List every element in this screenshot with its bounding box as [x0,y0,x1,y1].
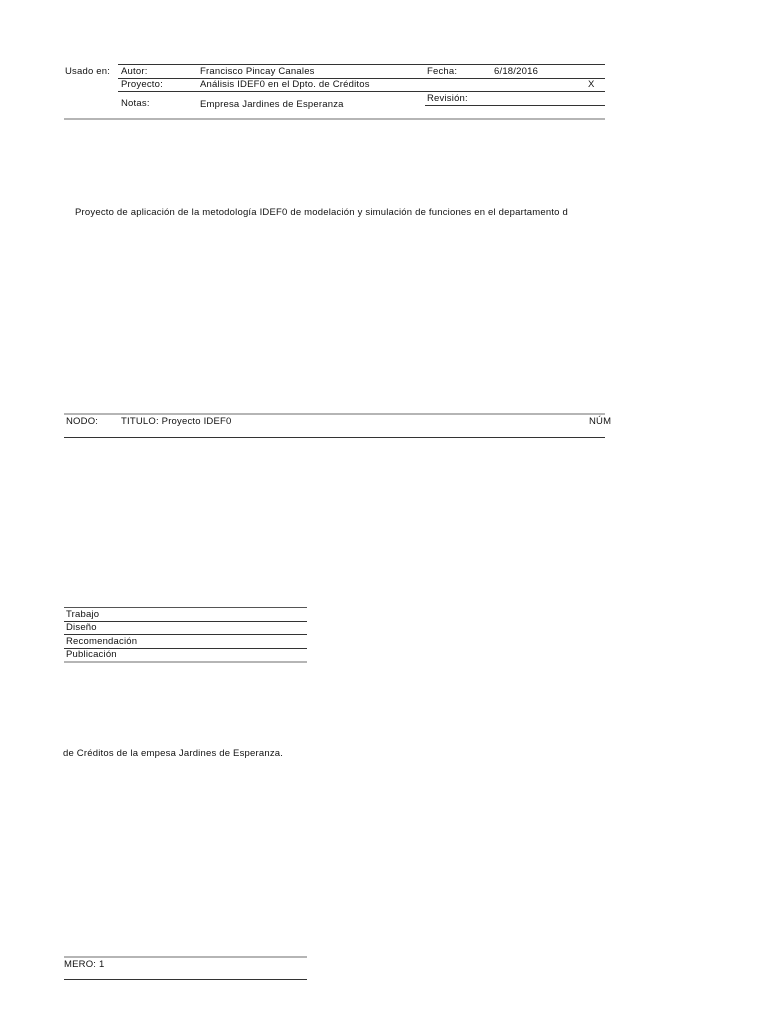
description-text-1: Proyecto de aplicación de la metodología IDEF0 de modelación y simulación de funciones en el departamento d [75,207,568,218]
number-label-part2: MERO: 1 [64,959,105,970]
author-label: Autor: [121,66,148,77]
status-rule-1 [64,621,307,622]
footer-cont-bottom-rule [64,979,307,980]
status-bottom-rule [64,661,307,663]
project-row-rule [118,91,605,92]
header-top-rule [118,64,605,65]
footer-cont-top-rule [64,956,307,958]
status-item-recomendacion: Recomendación [66,636,138,647]
date-value: 6/18/2016 [494,66,539,77]
description-line-2: de Créditos de la empesa Jardines de Esperanza. [63,748,284,759]
status-item-trabajo: Trabajo [66,609,100,620]
number-label-clip [589,416,612,428]
notes-value: Empresa Jardines de Esperanza [200,99,344,110]
number-label-part1: NÚM [589,416,612,427]
footer-bottom-rule [64,437,605,438]
header-bottom-rule [64,118,605,120]
title-label: TITULO: Proyecto IDEF0 [121,416,232,427]
status-item-publicacion: Publicación [66,649,117,660]
notes-label: Notas: [121,98,150,109]
node-label: NODO: [66,416,99,427]
project-value: Análisis IDEF0 en el Dpto. de Créditos [200,79,370,90]
revision-label: Revisión: [427,93,468,104]
status-item-diseno: Diseño [66,622,97,633]
project-label: Proyecto: [121,79,163,90]
date-label: Fecha: [427,66,458,77]
author-value: Francisco Pincay Canales [200,66,315,77]
used-in-label: Usado en: [65,66,111,77]
footer-top-rule [64,413,605,415]
revision-rule [425,105,605,106]
status-rule-2 [64,634,307,635]
status-top-rule [64,607,307,608]
description-line-1 [75,207,607,219]
working-check-mark: X [588,79,595,90]
